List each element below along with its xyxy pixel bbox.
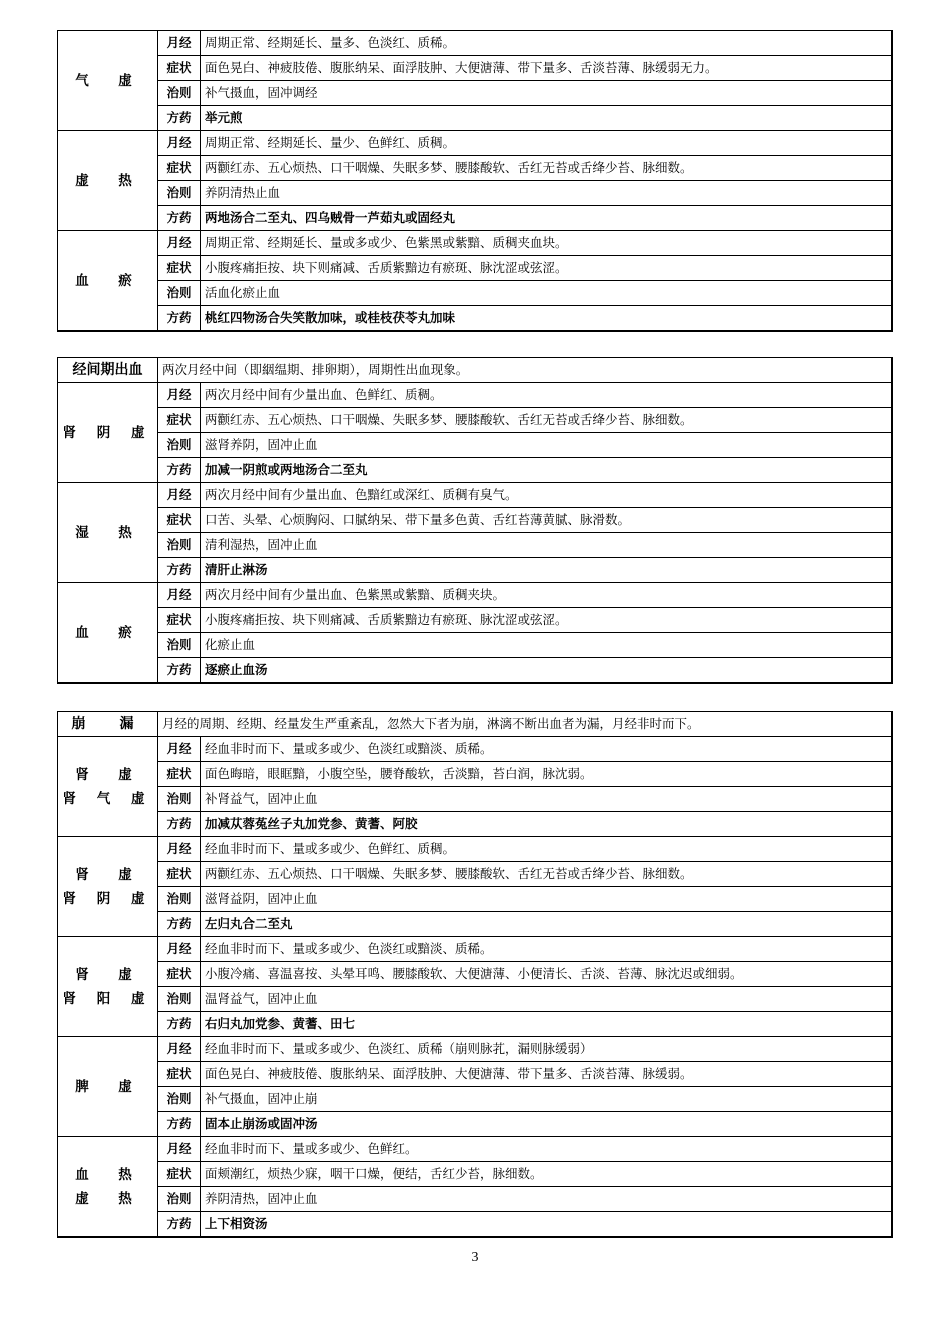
table-row xyxy=(58,81,893,106)
table-intermenstrual-bleeding xyxy=(57,357,893,684)
syndrome-type-line: 血 瘀 xyxy=(75,624,140,641)
table-row xyxy=(58,987,893,1012)
table-row xyxy=(58,812,893,837)
table-row xyxy=(58,1187,893,1212)
table-row xyxy=(58,658,893,684)
syndrome-type-line: 血 瘀 xyxy=(75,272,140,289)
field-value: 面色晃白、神疲肢倦、腹胀纳呆、面浮肢肿、大便溏薄、带下量多、舌淡苔薄、脉缓弱。 xyxy=(201,1062,893,1087)
field-value: 两颧红赤、五心烦热、口干咽燥、失眠多梦、腰膝酸软、舌红无苔或舌绛少苔、脉细数。 xyxy=(201,408,893,433)
field-label: 月经 xyxy=(158,837,201,862)
field-value: 周期正常、经期延长、量多、色淡红、质稀。 xyxy=(201,31,893,56)
section-definition: 两次月经中间（即絪缊期、排卵期），周期性出血现象。 xyxy=(158,358,893,383)
prescription: 固本止崩汤或固冲汤 xyxy=(201,1112,893,1137)
field-value: 养阴清热，固冲止血 xyxy=(201,1187,893,1212)
table-row xyxy=(58,962,893,987)
table-menstrual-prolonged xyxy=(57,30,893,332)
table-row xyxy=(58,1062,893,1087)
field-value: 小腹疼痛拒按、块下则痛减、舌质紫黯边有瘀斑、脉沈涩或弦涩。 xyxy=(201,256,893,281)
syndrome-type-line: 湿 热 xyxy=(75,524,140,541)
table-row xyxy=(58,1112,893,1137)
field-label: 月经 xyxy=(158,231,201,256)
table-metrorrhagia xyxy=(57,711,893,1238)
prescription: 加减苁蓉菟丝子丸加党参、黄蓍、阿胶 xyxy=(201,812,893,837)
table-row xyxy=(58,458,893,483)
field-value: 口苦、头晕、心烦胸闷、口腻纳呆、带下量多色黄、舌红苔薄黄腻、脉滑数。 xyxy=(201,508,893,533)
field-value: 温肾益气，固冲止血 xyxy=(201,987,893,1012)
field-label: 症状 xyxy=(158,862,201,887)
field-label: 月经 xyxy=(158,483,201,508)
table-row xyxy=(58,1137,893,1162)
field-label: 治则 xyxy=(158,987,201,1012)
section-definition: 月经的周期、经期、经量发生严重紊乱，忽然大下者为崩，淋漓不断出血者为漏，月经非时而下。 xyxy=(158,712,893,737)
section-title: 经间期出血 xyxy=(58,358,158,383)
field-label: 症状 xyxy=(158,156,201,181)
field-value: 化瘀止血 xyxy=(201,633,893,658)
field-label: 症状 xyxy=(158,962,201,987)
field-label: 月经 xyxy=(158,1037,201,1062)
field-label: 方药 xyxy=(158,458,201,483)
field-value: 经血非时而下、量或多或少、色鲜红、质稠。 xyxy=(201,837,893,862)
syndrome-type-line: 肾 阴 虚 xyxy=(62,424,153,441)
table-row xyxy=(58,608,893,633)
field-label: 治则 xyxy=(158,1187,201,1212)
field-value: 面颊潮红，烦热少寐，咽干口燥，便结，舌红少苔，脉细数。 xyxy=(201,1162,893,1187)
table-row xyxy=(58,1212,893,1238)
field-label: 症状 xyxy=(158,762,201,787)
table-row xyxy=(58,633,893,658)
field-value: 补气摄血，固冲调经 xyxy=(201,81,893,106)
field-label: 方药 xyxy=(158,1112,201,1137)
field-label: 症状 xyxy=(158,1062,201,1087)
field-value: 两颧红赤、五心烦热、口干咽燥、失眠多梦、腰膝酸软、舌红无苔或舌绛少苔、脉细数。 xyxy=(201,862,893,887)
field-label: 月经 xyxy=(158,383,201,408)
syndrome-type-line: 肾 虚 xyxy=(75,866,140,883)
table-row xyxy=(58,56,893,81)
syndrome-type xyxy=(58,737,158,837)
syndrome-type-line: 虚 热 xyxy=(75,172,140,189)
table-row xyxy=(58,1162,893,1187)
table-row xyxy=(58,306,893,332)
table-header-row xyxy=(58,712,893,737)
field-value: 滋肾益阴，固冲止血 xyxy=(201,887,893,912)
table-row xyxy=(58,787,893,812)
field-label: 治则 xyxy=(158,281,201,306)
field-label: 方药 xyxy=(158,206,201,231)
syndrome-type-line: 血 热 xyxy=(75,1166,140,1183)
table-row xyxy=(58,1037,893,1062)
field-value: 周期正常、经期延长、量或多或少、色紫黑或紫黯、质稠夹血块。 xyxy=(201,231,893,256)
syndrome-type-line: 脾 虚 xyxy=(75,1078,140,1095)
table-row xyxy=(58,912,893,937)
table-row xyxy=(58,508,893,533)
prescription: 桃红四物汤合失笑散加味，或桂枝茯苓丸加味 xyxy=(201,306,893,332)
prescription: 两地汤合二至丸、四乌贼骨一芦茹丸或固经丸 xyxy=(201,206,893,231)
field-label: 治则 xyxy=(158,433,201,458)
field-label: 方药 xyxy=(158,1012,201,1037)
table-header-row xyxy=(58,358,893,383)
section-title: 崩 漏 xyxy=(58,712,158,737)
table-row xyxy=(58,31,893,56)
table-row xyxy=(58,837,893,862)
syndrome-type-line: 肾 阴 虚 xyxy=(62,890,153,907)
table-row xyxy=(58,256,893,281)
field-label: 方药 xyxy=(158,558,201,583)
prescription: 右归丸加党参、黄蓍、田七 xyxy=(201,1012,893,1037)
field-label: 症状 xyxy=(158,1162,201,1187)
field-label: 月经 xyxy=(158,937,201,962)
table-row xyxy=(58,408,893,433)
field-label: 方药 xyxy=(158,1212,201,1238)
field-label: 方药 xyxy=(158,812,201,837)
table-row xyxy=(58,231,893,256)
field-label: 症状 xyxy=(158,256,201,281)
prescription: 举元煎 xyxy=(201,106,893,131)
syndrome-type-line: 肾 阳 虚 xyxy=(62,990,153,1007)
syndrome-type xyxy=(58,231,158,332)
syndrome-type xyxy=(58,483,158,583)
table-row xyxy=(58,483,893,508)
field-label: 月经 xyxy=(158,131,201,156)
field-value: 补气摄血，固冲止崩 xyxy=(201,1087,893,1112)
field-value: 两次月经中间有少量出血、色紫黑或紫黯、质稠夹块。 xyxy=(201,583,893,608)
table-row xyxy=(58,937,893,962)
table-row xyxy=(58,583,893,608)
syndrome-type xyxy=(58,1137,158,1238)
syndrome-type xyxy=(58,583,158,684)
syndrome-type xyxy=(58,131,158,231)
prescription: 清肝止淋汤 xyxy=(201,558,893,583)
syndrome-type-line: 虚 热 xyxy=(75,1190,140,1207)
syndrome-type xyxy=(58,31,158,131)
table-row xyxy=(58,281,893,306)
field-label: 症状 xyxy=(158,508,201,533)
syndrome-type xyxy=(58,1037,158,1137)
table-row xyxy=(58,1087,893,1112)
table-row xyxy=(58,737,893,762)
field-label: 方药 xyxy=(158,658,201,684)
field-label: 方药 xyxy=(158,306,201,332)
field-value: 小腹冷痛、喜温喜按、头晕耳鸣、腰膝酸软、大便溏薄、小便清长、舌淡、苔薄、脉沈迟或细弱。 xyxy=(201,962,893,987)
table-row xyxy=(58,762,893,787)
field-value: 两次月经中间有少量出血、色黯红或深红、质稠有臭气。 xyxy=(201,483,893,508)
field-label: 治则 xyxy=(158,787,201,812)
field-value: 两颧红赤、五心烦热、口干咽燥、失眠多梦、腰膝酸软、舌红无苔或舌绛少苔、脉细数。 xyxy=(201,156,893,181)
field-value: 两次月经中间有少量出血、色鲜红、质稠。 xyxy=(201,383,893,408)
table-row xyxy=(58,131,893,156)
field-value: 补肾益气，固冲止血 xyxy=(201,787,893,812)
field-label: 方药 xyxy=(158,106,201,131)
table-row xyxy=(58,106,893,131)
page-number: 3 xyxy=(471,1250,479,1265)
table-row xyxy=(58,156,893,181)
field-value: 清利湿热，固冲止血 xyxy=(201,533,893,558)
table-row xyxy=(58,533,893,558)
table-row xyxy=(58,887,893,912)
field-value: 养阴清热止血 xyxy=(201,181,893,206)
field-value: 滋肾养阴，固冲止血 xyxy=(201,433,893,458)
table-row xyxy=(58,206,893,231)
table-row xyxy=(58,1012,893,1037)
table-row xyxy=(58,862,893,887)
field-value: 面色晦暗，眼眶黯，小腹空坠，腰脊酸软，舌淡黯，苔白润，脉沈弱。 xyxy=(201,762,893,787)
field-label: 治则 xyxy=(158,1087,201,1112)
field-value: 小腹疼痛拒按、块下则痛减、舌质紫黯边有瘀斑、脉沈涩或弦涩。 xyxy=(201,608,893,633)
field-value: 周期正常、经期延长、量少、色鲜红、质稠。 xyxy=(201,131,893,156)
prescription: 加减一阴煎或两地汤合二至丸 xyxy=(201,458,893,483)
table-row xyxy=(58,433,893,458)
field-value: 面色晃白、神疲肢倦、腹胀纳呆、面浮肢肿、大便溏薄、带下量多、舌淡苔薄、脉缓弱无力。 xyxy=(201,56,893,81)
field-label: 方药 xyxy=(158,912,201,937)
prescription: 逐瘀止血汤 xyxy=(201,658,893,684)
table-row xyxy=(58,383,893,408)
field-value: 经血非时而下、量或多或少、色淡红、质稀（崩则脉芤，漏则脉缓弱） xyxy=(201,1037,893,1062)
syndrome-type xyxy=(58,383,158,483)
syndrome-type-line: 肾 虚 xyxy=(75,966,140,983)
field-value: 经血非时而下、量或多或少、色鲜红。 xyxy=(201,1137,893,1162)
field-label: 月经 xyxy=(158,31,201,56)
syndrome-type-line: 肾 气 虚 xyxy=(62,790,153,807)
field-label: 治则 xyxy=(158,633,201,658)
table-row xyxy=(58,558,893,583)
field-label: 治则 xyxy=(158,887,201,912)
field-label: 治则 xyxy=(158,533,201,558)
syndrome-type-line: 气 虚 xyxy=(75,72,140,89)
field-label: 月经 xyxy=(158,1137,201,1162)
field-label: 症状 xyxy=(158,408,201,433)
syndrome-type xyxy=(58,837,158,937)
table-row xyxy=(58,181,893,206)
prescription: 左归丸合二至丸 xyxy=(201,912,893,937)
field-value: 活血化瘀止血 xyxy=(201,281,893,306)
field-value: 经血非时而下、量或多或少、色淡红或黯淡、质稀。 xyxy=(201,937,893,962)
field-label: 月经 xyxy=(158,583,201,608)
field-label: 治则 xyxy=(158,181,201,206)
field-label: 月经 xyxy=(158,737,201,762)
syndrome-type xyxy=(58,937,158,1037)
syndrome-type-line: 肾 虚 xyxy=(75,766,140,783)
field-label: 症状 xyxy=(158,608,201,633)
field-label: 治则 xyxy=(158,81,201,106)
prescription: 上下相资汤 xyxy=(201,1212,893,1238)
field-value: 经血非时而下、量或多或少、色淡红或黯淡、质稀。 xyxy=(201,737,893,762)
field-label: 症状 xyxy=(158,56,201,81)
